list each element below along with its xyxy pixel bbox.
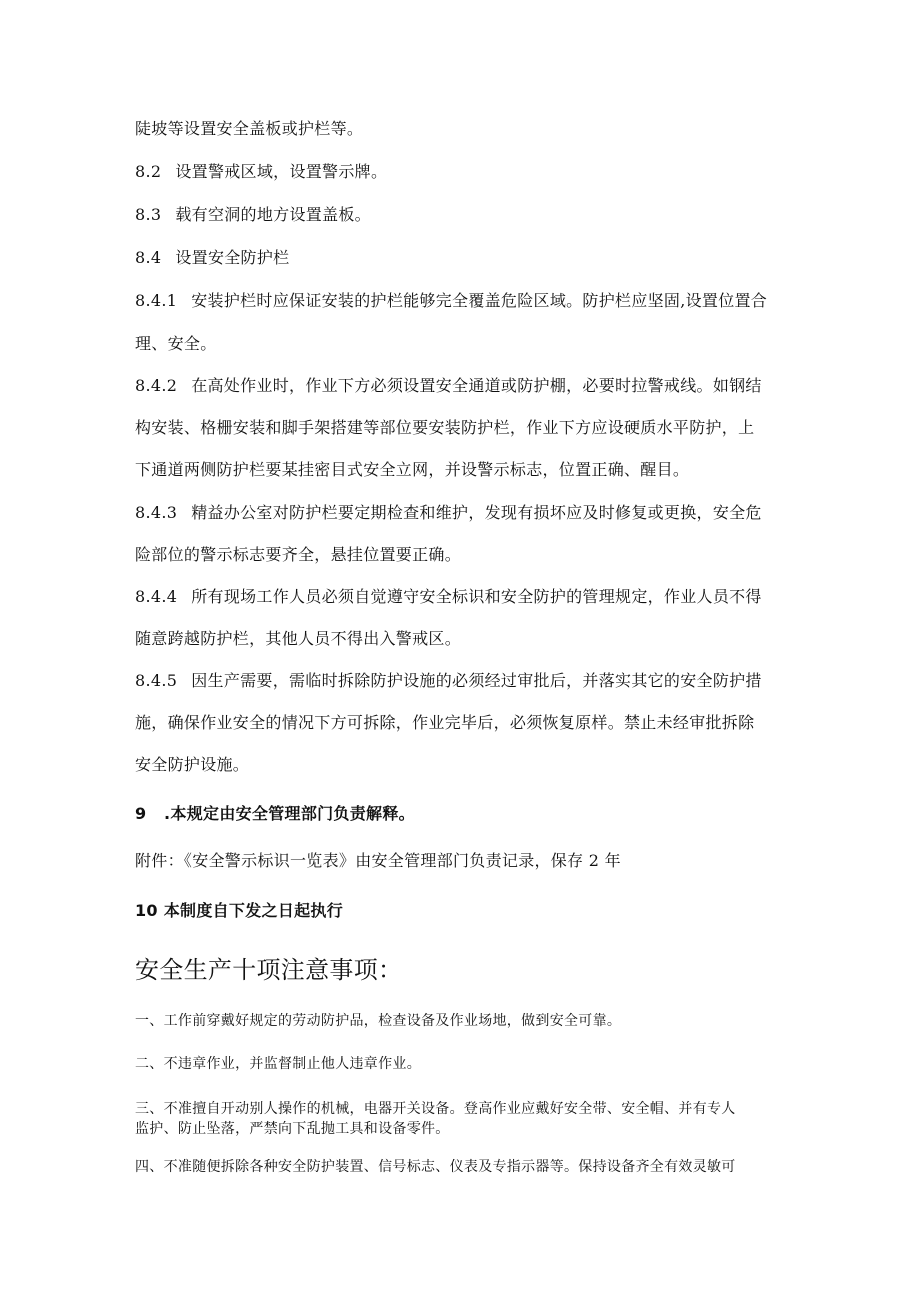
clause-text: 安装护栏时应保证安装的护栏能够完全覆盖危险区域。防护栏应坚固,设置位置合 <box>191 291 768 310</box>
paragraph-line: 构安装、格栅安装和脚手架搭建等部位要安装防护栏，作业下方应设硬质水平防护，上 <box>135 418 755 437</box>
paragraph-line: 下通道两侧防护栏要某挂密目式安全立网，并设警示标志，位置正确、醒目。 <box>135 460 690 479</box>
clause-number: 8.2 <box>135 162 162 181</box>
notice-item-1: 一、工作前穿戴好规定的劳动防护品，检查设备及作业场地，做到安全可靠。 <box>135 1013 622 1029</box>
clause-number: 8.4 <box>135 248 162 267</box>
clause-number: 8.4.3 <box>135 503 178 522</box>
clause-8-4-3 <box>135 503 762 523</box>
clause-number: 8.4.1 <box>135 291 178 310</box>
notice-item-3-line-2: 监护、防止坠落，严禁向下乱抛工具和设备零件。 <box>135 1121 450 1137</box>
paragraph-line: 施，确保作业安全的情况下方可拆除，作业完毕后，必须恢复原样。禁止未经审批拆除 <box>135 713 755 732</box>
clause-9-heading: 9 .本规定由安全管理部门负责解释。 <box>135 804 415 823</box>
clause-8-4-2 <box>135 376 762 396</box>
notice-item-2: 二、不违章作业，并监督制止他人违章作业。 <box>135 1056 421 1072</box>
clause-text: 所有现场工作人员必须自觉遵守安全标识和安全防护的管理规定，作业人员不得 <box>191 587 762 606</box>
clause-text: 设置警戒区域，设置警示牌。 <box>175 162 388 181</box>
clause-number: 8.4.4 <box>135 587 178 606</box>
clause-number: 8.4.2 <box>135 376 178 395</box>
clause-8-2 <box>135 162 387 182</box>
clause-text: 载有空洞的地方设置盖板。 <box>175 205 371 224</box>
clause-number: 8.4.5 <box>135 671 178 690</box>
clause-8-4-4 <box>135 587 762 607</box>
clause-8-3 <box>135 205 371 225</box>
paragraph-line: 险部位的警示标志要齐全，悬挂位置要正确。 <box>135 545 462 564</box>
clause-8-4-1 <box>135 291 767 311</box>
clause-10-heading: 10 本制度自下发之日起执行 <box>135 901 344 920</box>
notice-item-4: 四、不准随便拆除各种安全防护装置、信号标志、仪表及专指示器等。保持设备齐全有效灵敏可 <box>135 1159 736 1175</box>
paragraph-line: 随意跨越防护栏，其他人员不得出入警戒区。 <box>135 629 462 648</box>
clause-number: 8.3 <box>135 205 162 224</box>
attachment-note: 附件：《安全警示标识一览表》由安全管理部门负责记录，保存 2 年 <box>135 851 621 870</box>
section-title: 安全生产十项注意事项： <box>135 956 403 984</box>
clause-text: 精益办公室对防护栏要定期检查和维护，发现有损坏应及时修复或更换，安全危 <box>191 503 762 522</box>
clause-text: 在高处作业时，作业下方必须设置安全通道或防护棚，必要时拉警戒线。如钢结 <box>191 376 762 395</box>
clause-text: 设置安全防护栏 <box>175 248 290 267</box>
paragraph-line: 陡坡等设置安全盖板或护栏等。 <box>135 119 364 138</box>
clause-8-4 <box>135 248 289 268</box>
paragraph-line: 安全防护设施。 <box>135 755 250 774</box>
notice-item-3-line-1: 三、不准擅自开动别人操作的机械，电器开关设备。登高作业应戴好安全带、安全帽、并有专人 <box>135 1101 736 1117</box>
clause-text: 因生产需要，需临时拆除防护设施的必须经过审批后，并落实其它的安全防护措 <box>191 671 762 690</box>
paragraph-line: 理、安全。 <box>135 334 217 353</box>
clause-8-4-5 <box>135 671 762 691</box>
